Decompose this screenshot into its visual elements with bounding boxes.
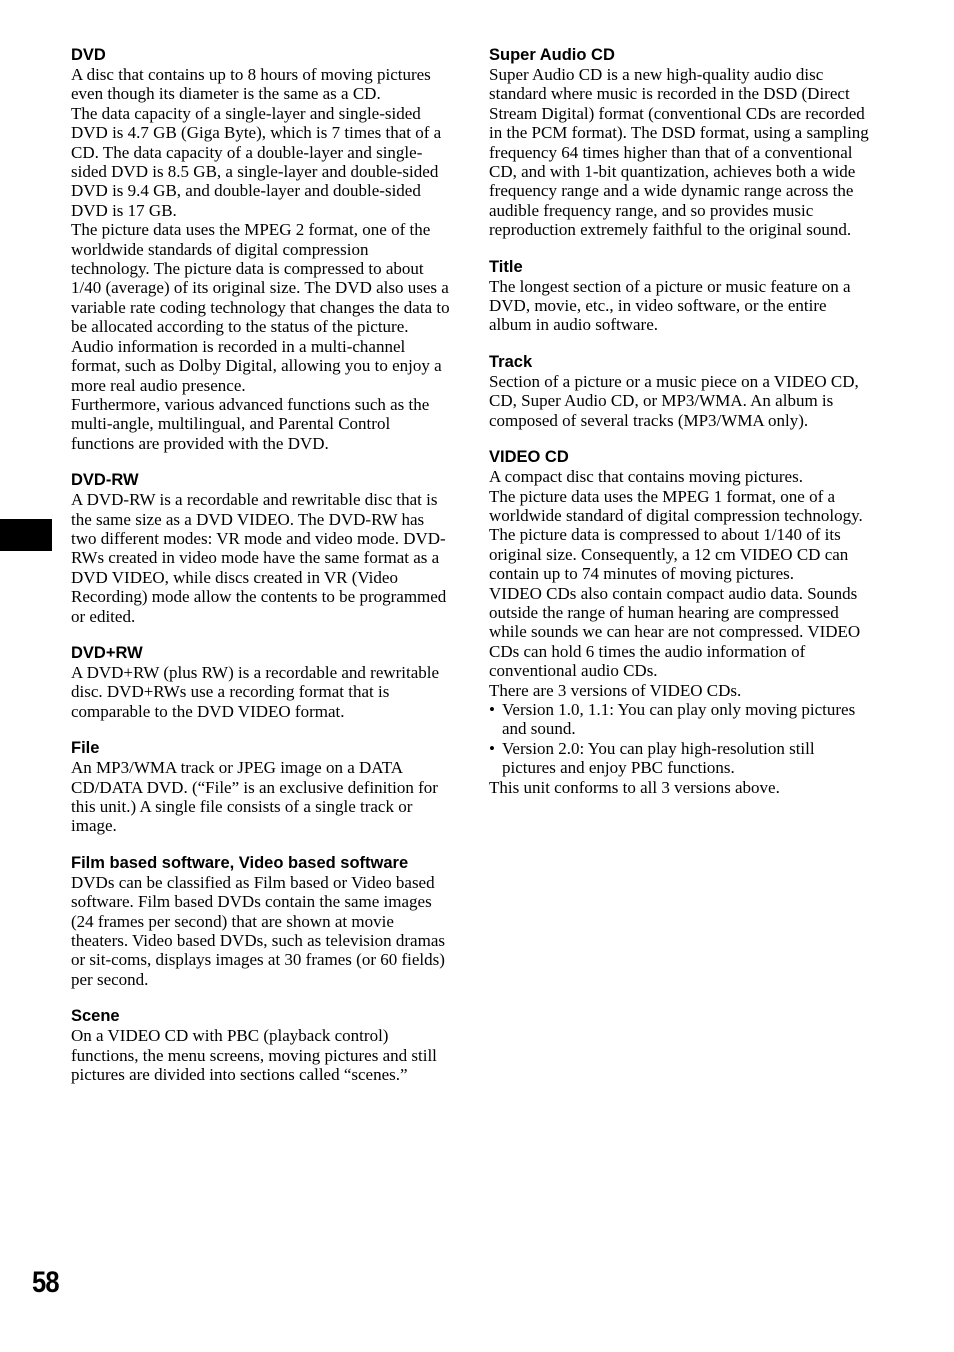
entry-paragraph: A compact disc that contains moving pictures. [489,467,803,487]
glossary-entry-track [489,352,871,430]
glossary-entry-title [489,257,871,335]
list-item-text: Version 1.0, 1.1: You can play only moving pictures and sound. [502,699,856,739]
entry-paragraph: The picture data uses the MPEG 1 format, one of a worldwide standard of digital compression technology. The picture data is compressed to about 1/140 of its original size. Consequently, a 12 cm VIDEO CD can contain up to 74 minutes of moving pictures. [489,486,863,584]
entry-term: Track [489,352,533,371]
entry-paragraph: The longest section of a picture or music feature on a DVD, movie, etc., in video software, or the entire album in audio software. [489,276,851,335]
left-column [71,45,451,1101]
glossary-entry-dvd-plus-rw [71,643,451,721]
entry-term: DVD [71,46,106,64]
entry-paragraph: The picture data uses the MPEG 2 format, one of the worldwide standards of digital compression technology. The picture data is compressed to about 1/40 (average) of its original size. The DVD also uses a variable rate coding technology that changes the data to be allocated according to the status of the picture. Audio information is recorded in a multi-channel format, such as Dolby Digital, allowing you to enjoy a more real audio presence. [71,220,450,395]
entry-term: File [71,739,100,758]
entry-paragraph: A DVD-RW is a recordable and rewritable disc that is the same size as a DVD VIDEO. The DVD-RW has two different modes: VR mode and video mode. DVD-RWs created in video mode have the same format as a DVD VIDEO, while discs created in VR (Video Recording) mode allow the contents to be programmed or edited. [71,490,447,626]
entry-term: Film based software, Video based software [71,853,409,872]
entry-paragraph: An MP3/WMA track or JPEG image on a DATA CD/DATA DVD. (“File” is an exclusive definition for this unit.) A single file consists of a single track or image. [71,758,438,836]
entry-paragraph: The data capacity of a single-layer and single-sided DVD is 4.7 GB (Giga Byte), which is 7 times that of a CD. The data capacity of a double-layer and single-sided DVD is 8.5 GB, a single-layer and double-sided DVD is 9.4 GB, and double-layer and double-sided DVD is 17 GB. [71,103,442,220]
list-item-text: Version 2.0: You can play high-resolution still pictures and enjoy PBC functions. [502,738,815,778]
list-item [489,739,871,778]
bullet-glyph: • [489,738,495,758]
entry-term: Title [489,257,523,276]
page-number: 58 [32,1266,59,1299]
entry-term: VIDEO CD [489,448,569,467]
glossary-entry-video-cd [489,447,871,797]
entry-term: DVD+RW [71,643,143,662]
glossary-entry-scene [71,1006,451,1084]
glossary-entry-dvd-rw [71,470,451,626]
entry-paragraph: A disc that contains up to 8 hours of moving pictures even though its diameter is the same as a CD. [71,65,431,104]
entry-term: Super Audio CD [489,46,615,64]
glossary-entry-film-video-software [71,853,451,989]
entry-term: DVD-RW [71,471,139,490]
bullet-glyph: • [489,699,495,719]
entry-paragraph: There are 3 versions of VIDEO CDs. [489,680,742,700]
entry-paragraph: On a VIDEO CD with PBC (playback control) functions, the menu screens, moving pictures and still pictures are divided into sections called “scenes.” [71,1026,437,1085]
glossary-entry-dvd [71,45,451,453]
glossary-entry-super-audio-cd [489,45,871,240]
entry-paragraph: Furthermore, various advanced functions such as the multi-angle, multilingual, and Parental Control functions are provided with the DVD. [71,394,430,453]
entry-paragraph: A DVD+RW (plus RW) is a recordable and rewritable disc. DVD+RWs use a recording format that is comparable to the DVD VIDEO format. [71,662,440,721]
list-item [489,700,871,739]
entry-paragraph: DVDs can be classified as Film based or Video based software. Film based DVDs contain the same images (24 frames per second) that are shown at movie theaters. Video based DVDs, such as television dramas or sit-coms, displays images at 30 frames (or 60 fields) per second. [71,872,445,989]
entry-paragraph: This unit conforms to all 3 versions above. [489,777,780,797]
version-list [489,700,871,778]
right-column [489,45,871,814]
entry-term: Scene [71,1007,120,1026]
entry-paragraph: Super Audio CD is a new high-quality audio disc standard where music is recorded in the DSD (Direct Stream Digital) format (conventional CDs are recorded in the PCM format). The DSD format, using a sampling frequency 64 times higher than that of a conventional CD, and with 1-bit quantization, achieves both a wide frequency range and a wide dynamic range across the audible frequency range, and so provides music reproduction extremely faithful to the original sound. [489,65,869,240]
glossary-entry-file [71,738,451,836]
section-tab-marker [0,519,52,551]
entry-paragraph: Section of a picture or a music piece on a VIDEO CD, CD, Super Audio CD, or MP3/WMA. An album is composed of several tracks (MP3/WMA only). [489,371,859,430]
entry-paragraph: VIDEO CDs also contain compact audio data. Sounds outside the range of human hearing are compressed while sounds we can hear are not compressed. VIDEO CDs can hold 6 times the audio information of conventional audio CDs. [489,583,861,681]
